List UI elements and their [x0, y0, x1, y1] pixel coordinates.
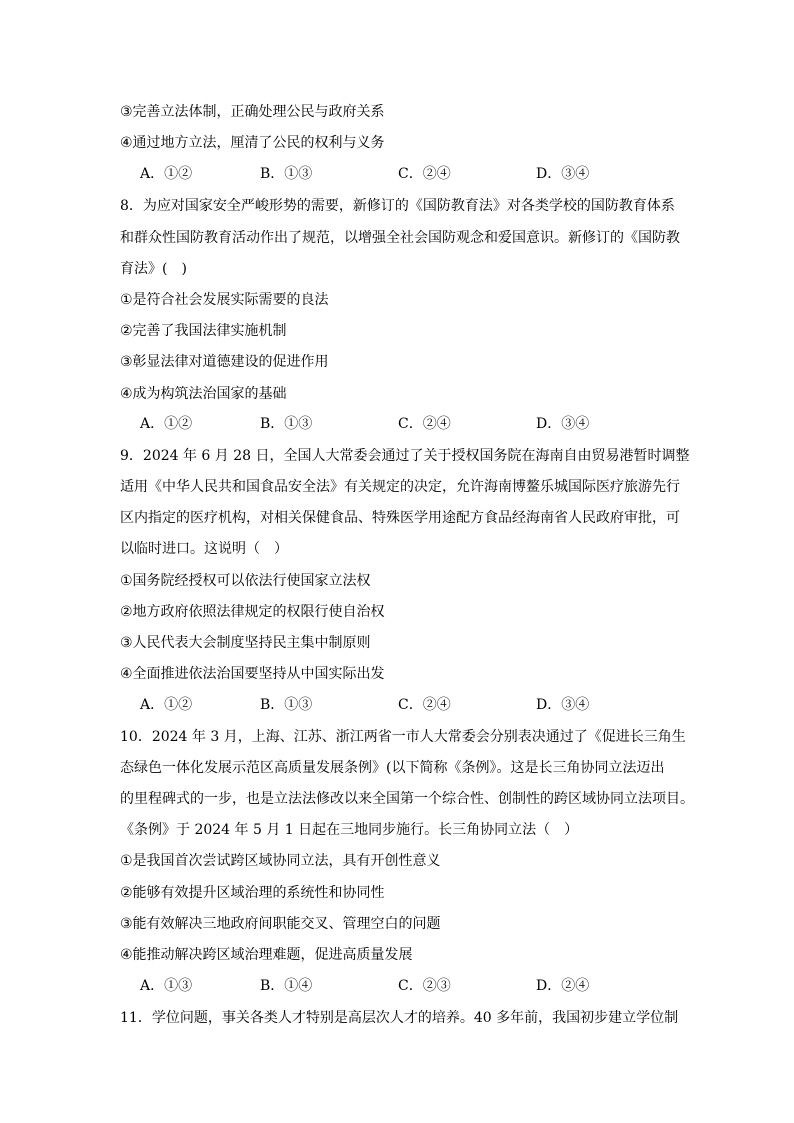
question-9-stem-line-1: 9．2024 年 6 月 28 日，全国人大常委会通过了关于授权国务院在海南自由贸易港暂时调整 — [120, 448, 690, 464]
choice-c[interactable]: C．②③ — [398, 978, 451, 994]
choice-b[interactable]: B．①③ — [260, 166, 313, 182]
choice-a[interactable]: A．①② — [140, 166, 193, 182]
question-10-stem-line-4: 《条例》于 2024 年 5 月 1 日起在三地同步施行。长三角协同立法（ ） — [120, 822, 579, 838]
question-9-choices — [140, 695, 640, 715]
question-9-stem-line-4: 以临时进口。这说明（ ） — [120, 541, 288, 557]
question-8-stem-line-3: 育法》( ) — [120, 261, 187, 277]
choice-b[interactable]: B．①④ — [260, 978, 313, 994]
question-8-stem-line-2: 和群众性国防教育活动作出了规范，以增强全社会国防观念和爱国意识。新修订的《国防教 — [120, 230, 680, 246]
question-10-stem-line-2: 态绿色一体化发展示范区高质量发展条例》(以下简称《条例》。这是长三角协同立法迈出 — [120, 760, 665, 776]
choice-c[interactable]: C．②④ — [398, 416, 451, 432]
choice-c[interactable]: C．②④ — [398, 166, 451, 182]
question-8-option-2: ②完善了我国法律实施机制 — [120, 323, 287, 339]
question-9-stem-line-2: 适用《中华人民共和国食品安全法》有关规定的决定，允许海南博鳌乐城国际医疗旅游先行 — [120, 479, 680, 495]
option-4: ④通过地方立法，厘清了公民的权利与义务 — [120, 135, 385, 151]
question-9-option-4: ④全面推进依法治国要坚持从中国实际出发 — [120, 666, 385, 682]
question-10-stem-line-1: 10．2024 年 3 月，上海、江苏、浙江两省一市人大常委会分别表决通过了《促进长三角生 — [120, 729, 686, 745]
question-8-option-4: ④成为构筑法治国家的基础 — [120, 386, 287, 402]
choice-d[interactable]: D．③④ — [536, 697, 590, 713]
choice-d[interactable]: D．③④ — [536, 416, 590, 432]
option-3: ③完善立法体制，正确处理公民与政府关系 — [120, 104, 385, 120]
question-11-stem-line-1: 11．学位问题，事关各类人才特别是高层次人才的培养。40 多年前，我国初步建立学位制 — [120, 1010, 679, 1026]
question-10-option-3: ③能有效解决三地政府间职能交叉、管理空白的问题 — [120, 916, 441, 932]
choice-d[interactable]: D．②④ — [536, 978, 590, 994]
choice-a[interactable]: A．①③ — [140, 978, 193, 994]
choice-c[interactable]: C．②④ — [398, 697, 451, 713]
answer-choices — [140, 164, 640, 184]
question-8-option-1: ①是符合社会发展实际需要的良法 — [120, 292, 329, 308]
question-8-option-3: ③彰显法律对道德建设的促进作用 — [120, 354, 329, 370]
question-9-option-1: ①国务院经授权可以依法行使国家立法权 — [120, 573, 371, 589]
question-8-stem-line-1: 8．为应对国家安全严峻形势的需要，新修订的《国防教育法》对各类学校的国防教育体系 — [120, 198, 675, 214]
choice-d[interactable]: D．③④ — [536, 166, 590, 182]
choice-b[interactable]: B．①③ — [260, 697, 313, 713]
choice-a[interactable]: A．①② — [140, 416, 193, 432]
question-10-option-2: ②能够有效提升区域治理的系统性和协同性 — [120, 885, 385, 901]
choice-a[interactable]: A．①② — [140, 697, 193, 713]
question-9-stem-line-3: 区内指定的医疗机构，对相关保健食品、特殊医学用途配方食品经海南省人民政府审批，可 — [120, 510, 680, 526]
choice-b[interactable]: B．①③ — [260, 416, 313, 432]
question-8-choices — [140, 414, 640, 434]
question-10-option-4: ④能推动解决跨区域治理难题，促进高质量发展 — [120, 947, 413, 963]
question-9-option-3: ③人民代表大会制度坚持民主集中制原则 — [120, 635, 371, 651]
question-9-option-2: ②地方政府依照法律规定的权限行使自治权 — [120, 604, 385, 620]
question-10-option-1: ①是我国首次尝试跨区域协同立法，具有开创性意义 — [120, 853, 441, 869]
question-10-choices — [140, 976, 640, 996]
question-10-stem-line-3: 的里程碑式的一步，也是立法法修改以来全国第一个综合性、创制性的跨区域协同立法项目。 — [120, 791, 694, 807]
